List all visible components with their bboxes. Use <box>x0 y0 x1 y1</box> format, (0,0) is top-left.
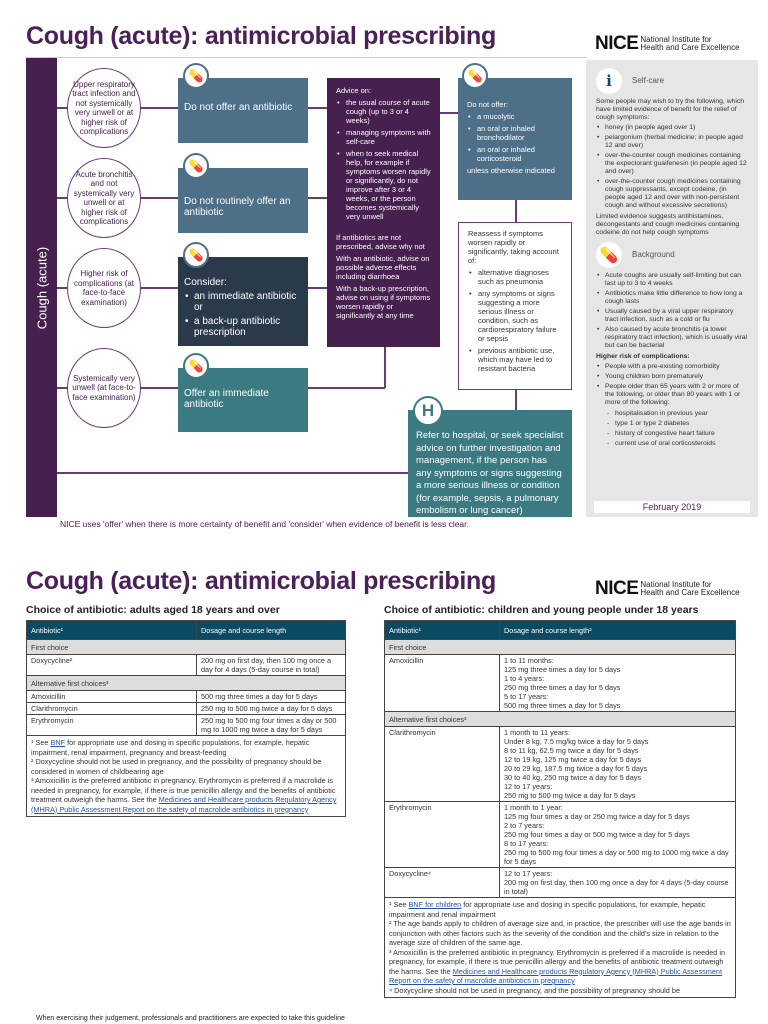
mhra-report-link[interactable]: Medicines and Healthcare products Regulatory Agency (MHRA) Public Assessment Report on the safety of macrolide antibiotics in pregnancy <box>31 795 337 814</box>
logo-line2: Health and Care Excellence <box>640 43 740 52</box>
hospital-icon: H <box>413 396 443 426</box>
children-footnotes: ¹ See BNF for children for appropriate use and dosing in specific populations, for example, hepatic impairment and renal impairment ² The age bands apply to children of average size and, in practice, the prescriber will use the age bands in conjunction with other factors such as the severity of the condition and the child's size in relation to the average size of children of the same age. ³ Amoxicillin is the preferred antibiotic in pregnancy. Erythromycin is preferred if a macrolide is needed in pregnancy, for example, if there is true penicillin allergy and the benefits of antibiotic treatment outweigh the harms. See the Medicines and Healthcare products Regulatory Agency (MHRA) Public Assessment Report on the safety of macrolide antibiotics in pregnancy ⁴ Doxycycline should not be used in pregnancy, and the possibility of pregnancy should be <box>384 898 736 998</box>
selfcare-title: Self-care <box>632 76 665 85</box>
table-row: Doxycycline² 200 mg on first day, then 100 mg once a day for 4 days (5-day course in total) <box>27 655 346 676</box>
pill-exclamation-icon: 💊 <box>183 353 209 379</box>
hospital-referral-box: Refer to hospital, or seek specialist advice on further investigation and management, if the person has any symptoms or signs suggesting a more serious illness or condition (for example, sepsis, a pulmonary embolism or lung cancer) <box>408 410 572 517</box>
action-consider: Consider: • an immediate antibiotic or • a back-up antibiotic prescription <box>178 257 308 346</box>
action-no-routine-antibiotic: Do not routinely offer an antibiotic <box>178 168 308 233</box>
table-row: Amoxicillin 500 mg three times a day for 5 days <box>27 691 346 703</box>
table-row: Erythromycin 1 month to 1 year: 125 mg four times a day or 250 mg twice a day for 5 days 2 to 7 years: 250 mg four times a day or 500 mg twice a day for 5 days 8 to 17 years: 250 mg to 500 mg four times a day or 500 mg to 1000 mg twice a day for 5 days <box>385 802 736 868</box>
pill-cross-icon: 💊 <box>183 63 209 89</box>
condition-urti: Upper respiratory tract infection and not systemically very unwell or at higher risk of complications <box>67 68 141 148</box>
condition-higher-risk: Higher risk of complications (at face-to-face examination) <box>67 248 141 328</box>
table-row: Doxycycline⁴ 12 to 17 years: 200 mg on first day, then 100 mg once a day for 4 days (5-day course in total) <box>385 868 736 898</box>
nice-logo: NICE National Institute for Health and Care Excellence <box>595 578 740 599</box>
children-antibiotic-table: Antibiotic¹ Dosage and course length² First choice Amoxicillin 1 to 11 months: 125 mg three times a day for 5 days 1 to 4 years: 250 mg three times a day for 5 days 5 to 17 years: 500 mg three times a day for 5 days Alternative first choices³ Clarithromycin 1 month to 11 years: Under 8 kg, 7.5 mg/kg twice a day for 5 days 8 to 11 kg, 62.5 mg twice a day for 5 days 12 to 19 kg, 125 mg twice a day for 5 days 20 to 29 kg, 187.5 mg twice a day for 5 days 30 to 40 kg, 250 mg twice a day for 5 days 12 to 17 years: 250 mg to 500 mg twice a day for 5 days Erythromycin 1 month to 1 year: 125 mg four times a day or 250 mg twice a day for 5 days 2 to 7 years: 250 mg four times a day or 500 mg twice a day for 5 days 8 to 17 years: 250 mg to 500 mg four times a day or 500 mg to 1000 mg twice a day for 5 days Doxycycline⁴ 12 to 17 years: 200 mg on first day, then 100 mg once a day for 4 days (5-day course in total) <box>384 620 736 898</box>
reassess-box: Reassess if symptoms worsen rapidly or significantly, taking account of: • alternative diagnoses such as pneumonia • any symptoms or signs suggesting a more serious illness or condition, such as cardiorespiratory failure or sepsis • previous antibiotic use, which may have led to resistant bacteria <box>458 222 572 390</box>
do-not-offer-box: Do not offer: • a mucolytic • an oral or inhaled bronchodilator • an oral or inhaled corticosteroid unless otherwise indicated <box>458 78 572 200</box>
footnote: NICE uses 'offer' when there is more certainty of benefit and 'consider' when evidence of benefit is less clear. <box>60 519 469 529</box>
pill-icon: 💊 <box>596 242 622 268</box>
pill-question-icon: 💊 <box>183 242 209 268</box>
adults-table-section: Choice of antibiotic: adults aged 18 years and over Antibiotic¹ Dosage and course length First choice Doxycycline² 200 mg on first day, then 100 mg once a day for 4 days (5-day course in total) Alternative first choices³ Amoxicillin 500 mg three times a day for 5 days Clarithromycin 250 mg to 500 mg twice a day for 5 days Erythromycin 250 mg to 500 mg four times a day or 500 mg to 1000 mg twice a day for 5 days ¹ See BNF for appropriate use and dosing in specific populations, for example, hepatic impairment, renal impairment, pregnancy and breast-feeding ² Doxycycline should not be used in pregnancy, and the possibility of pregnancy should be considered in women of childbearing age ³ Amoxicillin is the preferred antibiotic in pregnancy. Erythromycin is preferred if a macrolide is needed in pregnancy, for example, if there is true penicillin allergy and the benefits of antibiotic treatment outweigh the harms. See the Medicines and Healthcare products Regulatory Agency (MHRA) Public Assessment Report on the safety of macrolide antibiotics in pregnancy <box>26 604 346 817</box>
logo-line1: National Institute for <box>640 35 712 44</box>
children-table-section: Choice of antibiotic: children and young people under 18 years Antibiotic¹ Dosage and course length² First choice Amoxicillin 1 to 11 months: 125 mg three times a day for 5 days 1 to 4 years: 250 mg three times a day for 5 days 5 to 17 years: 500 mg three times a day for 5 days Alternative first choices³ Clarithromycin 1 month to 11 years: Under 8 kg, 7.5 mg/kg twice a day for 5 days 8 to 11 kg, 62.5 mg twice a day for 5 days 12 to 19 kg, 125 mg twice a day for 5 days 20 to 29 kg, 187.5 mg twice a day for 5 days 30 to 40 kg, 250 mg twice a day for 5 days 12 to 17 years: 250 mg to 500 mg twice a day for 5 days Erythromycin 1 month to 1 year: 125 mg four times a day or 250 mg twice a day for 5 days 2 to 7 years: 250 mg four times a day or 500 mg twice a day for 5 days 8 to 17 years: 250 mg to 500 mg four times a day or 500 mg to 1000 mg twice a day for 5 days Doxycycline⁴ 12 to 17 years: 200 mg on first day, then 100 mg once a day for 4 days (5-day course in total) ¹ See BNF for children for appropriate use and dosing in specific populations, for example, hepatic impairment and renal impairment ² The age bands apply to children of average size and, in practice, the prescriber will use the age bands in conjunction with other factors such as the severity of the condition and the child's size in relation to the average size of children of the same age. ³ Amoxicillin is the preferred antibiotic in pregnancy. Erythromycin is preferred if a macrolide is needed in pregnancy, for example, if there is true penicillin allergy and the benefits of antibiotic treatment outweigh the harms. See the Medicines and Healthcare products Regulatory Agency (MHRA) Public Assessment Report on the safety of macrolide antibiotics in pregnancy ⁴ Doxycycline should not be used in pregnancy, and the possibility of pregnancy should be <box>384 604 736 998</box>
background-title: Background <box>632 250 675 259</box>
pill-cross-icon: 💊 <box>462 63 488 89</box>
condition-systemically-unwell: Systemically very unwell (at face-to-face examination) <box>67 348 141 428</box>
action-offer-immediate: Offer an immediate antibiotic <box>178 368 308 432</box>
bottom-note: When exercising their judgement, professionals and practitioners are expected to take this guideline <box>36 1015 345 1022</box>
table-row: Amoxicillin 1 to 11 months: 125 mg three times a day for 5 days 1 to 4 years: 250 mg three times a day for 5 days 5 to 17 years: 500 mg three times a day for 5 days <box>385 655 736 712</box>
publication-date: February 2019 <box>594 501 750 513</box>
info-icon: i <box>596 68 622 94</box>
logo-brand: NICE <box>595 33 639 54</box>
sidebar-cough <box>26 58 57 517</box>
advice-box: Advice on: • the usual course of acute cough (up to 3 or 4 weeks) • managing symptoms with self-care • when to seek medical help, for example if symptoms worsen rapidly or significantly, do not improve after 3 or 4 weeks, or the person becomes systemically very unwell If antibiotics are not prescribed, advise why not With an antibiotic, advise on possible adverse effects including diarrhoea With a back-up prescription, advise on using if symptoms worsen rapidly or significantly at any time <box>327 78 440 347</box>
page-title: Cough (acute): antimicrobial prescribing <box>26 22 496 50</box>
table-row: Clarithromycin 1 month to 11 years: Under 8 kg, 7.5 mg/kg twice a day for 5 days 8 to 11 kg, 62.5 mg twice a day for 5 days 12 to 19 kg, 125 mg twice a day for 5 days 20 to 29 kg, 187.5 mg twice a day for 5 days 30 to 40 kg, 250 mg twice a day for 5 days 12 to 17 years: 250 mg to 500 mg twice a day for 5 days <box>385 727 736 802</box>
adults-antibiotic-table: Antibiotic¹ Dosage and course length First choice Doxycycline² 200 mg on first day, then 100 mg once a day for 4 days (5-day course in total) Alternative first choices³ Amoxicillin 500 mg three times a day for 5 days Clarithromycin 250 mg to 500 mg twice a day for 5 days Erythromycin 250 mg to 500 mg four times a day or 500 mg to 1000 mg twice a day for 5 days <box>26 620 346 736</box>
sidebar-label: Cough (acute) <box>34 246 49 329</box>
page2-title: Cough (acute): antimicrobial prescribing <box>26 567 496 595</box>
mhra-report-link[interactable]: Medicines and Healthcare products Regulatory Agency (MHRA) Public Assessment Report on the safety of macrolide antibiotics in pregnancy <box>389 966 722 985</box>
nice-logo <box>595 33 740 55</box>
pill-cross-icon: 💊 <box>183 153 209 179</box>
table-row: Clarithromycin 250 mg to 500 mg twice a day for 5 days <box>27 703 346 715</box>
info-panel: i Self-care Some people may wish to try the following, which have limited evidence of benefit for the relief of cough symptoms: • honey (in people aged over 1) • pelargonium (herbal medicine; in people aged 12 and over) • over-the-counter cough medicines containing the expectorant guaifenesin (in people aged 12 and over) • over-the-counter cough medicines containing cough suppressants, except codeine, (in people aged 12 and over with non-persistent cough and without excessive secretions) Limited evidence suggests antihistamines, decongestants and cough medicines containing codeine do not help cough symptoms 💊 Background • Acute coughs are usually self-limiting but can last up to 3 to 4 weeks • Antibiotics make little difference to how long a cough lasts • Usually caused by a viral upper respiratory tract infection, such as a cold or flu • Also caused by acute bronchitis (a lower respiratory tract infection), which is usually viral but can be bacterial Higher risk of complications: • People with a pre-existing comorbidity • Young children born prematurely • People older than 65 years with 2 or more of the following, or older than 80 years with 1 or more of the following: - hospitalisation in previous year - type 1 or type 2 diabetes - history of congestive heart failure - current use of oral corticosteroids February 2019 <box>586 60 758 517</box>
bnf-children-link[interactable]: BNF for children <box>408 900 462 909</box>
condition-bronchitis: Acute bronchitis and not systemically very unwell or at higher risk of complications <box>67 158 141 238</box>
action-no-antibiotic: Do not offer an antibiotic <box>178 78 308 143</box>
bnf-link[interactable]: BNF <box>50 738 66 747</box>
table-row: Erythromycin 250 mg to 500 mg four times a day or 500 mg to 1000 mg twice a day for 5 days <box>27 715 346 736</box>
adults-footnotes: ¹ See BNF for appropriate use and dosing in specific populations, for example, hepatic impairment, renal impairment, pregnancy and breast-feeding ² Doxycycline should not be used in pregnancy, and the possibility of pregnancy should be considered in women of childbearing age ³ Amoxicillin is the preferred antibiotic in pregnancy. Erythromycin is preferred if a macrolide is needed in pregnancy, for example, if there is true penicillin allergy and the benefits of antibiotic treatment outweigh the harms. See the Medicines and Healthcare products Regulatory Agency (MHRA) Public Assessment Report on the safety of macrolide antibiotics in pregnancy <box>26 736 346 817</box>
